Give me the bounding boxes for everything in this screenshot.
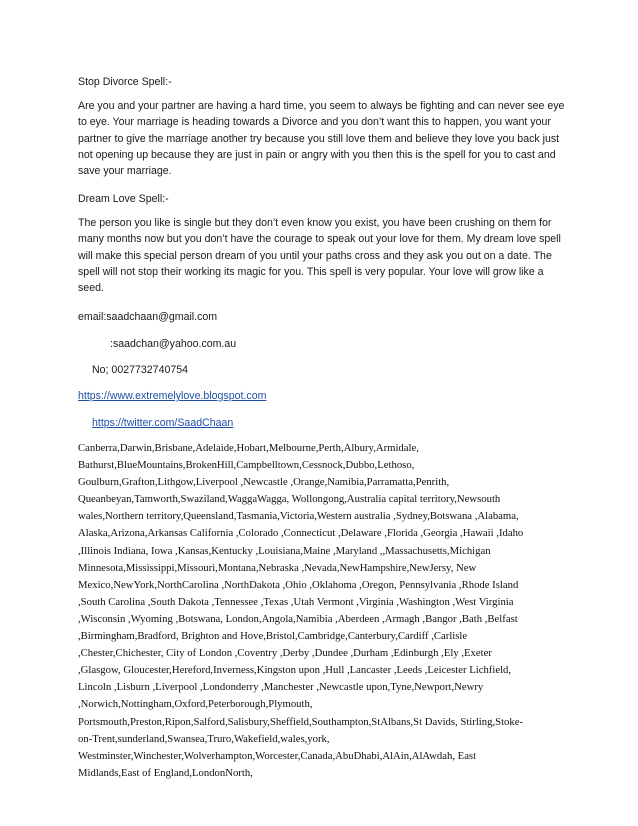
places-line: wales,Northern territory,Queensland,Tasmania,Victoria,Western australia ,Sydney,Botswana ,Alabama, xyxy=(78,510,519,523)
places-line: ,Wisconsin ,Wyoming ,Botswana, London,Angola,Namibia ,Aberdeen ,Armagh ,Bangor ,Bath ,Belfast xyxy=(78,612,518,625)
places-line: ,Birmingham,Bradford, Brighton and Hove,Bristol,Cambridge,Canterbury,Cardiff ,Carlisle xyxy=(78,630,468,643)
places-line: Queanbeyan,Tamworth,Swaziland,WaggaWagga, Wollongong,Australia capital territory,Newsouth xyxy=(78,493,501,506)
places-line: Mexico,NewYork,NorthCarolina ,NorthDakota ,Ohio ,Oklahoma ,Oregon, Pennsylvania ,Rhode Island xyxy=(78,578,519,591)
places-line: Goulburn,Grafton,Lithgow,Liverpool ,Newcastle ,Orange,Namibia,Parramatta,Penrith, xyxy=(78,476,450,489)
places-line: Alaska,Arizona,Arkansas California ,Colorado ,Connecticut ,Delaware ,Florida ,Georgia ,Hawaii ,Idaho xyxy=(78,527,524,540)
email-primary: email:saadchaan@gmail.com xyxy=(78,311,218,323)
places-line: ,Glasgow, Gloucester,Hereford,Inverness,Kingston upon ,Hull ,Lancaster ,Leeds ,Leicester Lichfield, xyxy=(78,664,512,677)
places-line: ,Illinois Indiana, Iowa ,Kansas,Kentucky ,Louisiana,Maine ,Maryland ,,Massachusetts,Michigan xyxy=(78,544,491,557)
divorce-spell-paragraph: Are you and your partner are having a hard time, you seem to always be fighting and can never see eye to eye. Your marriage is heading towards a Divorce and you don’t want this to happen, you want your partner to give the marriage another try because you still love them and believe they love you back just not opening up because they are just in pain or angry with you then this is the spell for you to cast and save your marriage. xyxy=(78,100,565,178)
places-line: ,Norwich,Nottingham,Oxford,Peterborough,Plymouth, xyxy=(78,698,313,711)
email-secondary: :saadchan@yahoo.com.au xyxy=(110,338,237,350)
places-line: Bathurst,BlueMountains,BrokenHill,Campbelltown,Cessnock,Dubbo,Lethoso, xyxy=(78,459,415,472)
phone-number: No; 0027732740754 xyxy=(92,364,189,376)
love-spell-paragraph: The person you like is single but they don’t even know you exist, you have been crushing on them for many months now but you don’t have the courage to speak out your love for them. My dream love spell will make this special person dream of you until your paths cross and they ask you out on a date. The spell will not stop their working its magic for you. This spell is very popular. Your love will grow like a seed. xyxy=(78,217,561,295)
places-line: Canberra,Darwin,Brisbane,Adelaide,Hobart,Melbourne,Perth,Albury,Armidale, xyxy=(78,442,419,454)
places-line: ,South Carolina ,South Dakota ,Tennessee ,Texas ,Utah Vermont ,Virginia ,Washington ,West Virginia xyxy=(78,595,514,608)
places-line: on-Trent,sunderland,Swansea,Truro,Wakefield,wales,york, xyxy=(78,732,330,745)
heading-dream-love-spell: Dream Love Spell:- xyxy=(78,193,169,205)
places-line: Westminster,Winchester,Wolverhampton,Worcester,Canada,AbuDhabi,AlAin,AlAwdah, East xyxy=(78,749,477,762)
places-line: ,Chester,Chichester, City of London ,Coventry ,Derby ,Dundee ,Durham ,Edinburgh ,Ely ,Exeter xyxy=(78,647,492,660)
heading-stop-divorce-spell: Stop Divorce Spell:- xyxy=(78,76,172,88)
blog-link[interactable]: https://www.extremelylove.blogspot.com xyxy=(78,390,267,402)
places-line: Minnesota,Mississippi,Missouri,Montana,Nebraska ,Nevada,NewHampshire,NewJersy, New xyxy=(78,561,477,574)
places-list xyxy=(78,440,552,782)
places-line: Lincoln ,Lisburn ,Liverpool ,Londonderry ,Manchester ,Newcastle upon,Tyne,Newport,Newry xyxy=(78,681,484,694)
places-line: Midlands,East of England,LondonNorth, xyxy=(78,766,253,779)
places-line: Portsmouth,Preston,Ripon,Salford,Salisbury,Sheffield,Southampton,StAlbans,St Davids, Stirling,Stoke- xyxy=(78,715,524,728)
twitter-link[interactable]: https://twitter.com/SaadChaan xyxy=(92,417,234,429)
